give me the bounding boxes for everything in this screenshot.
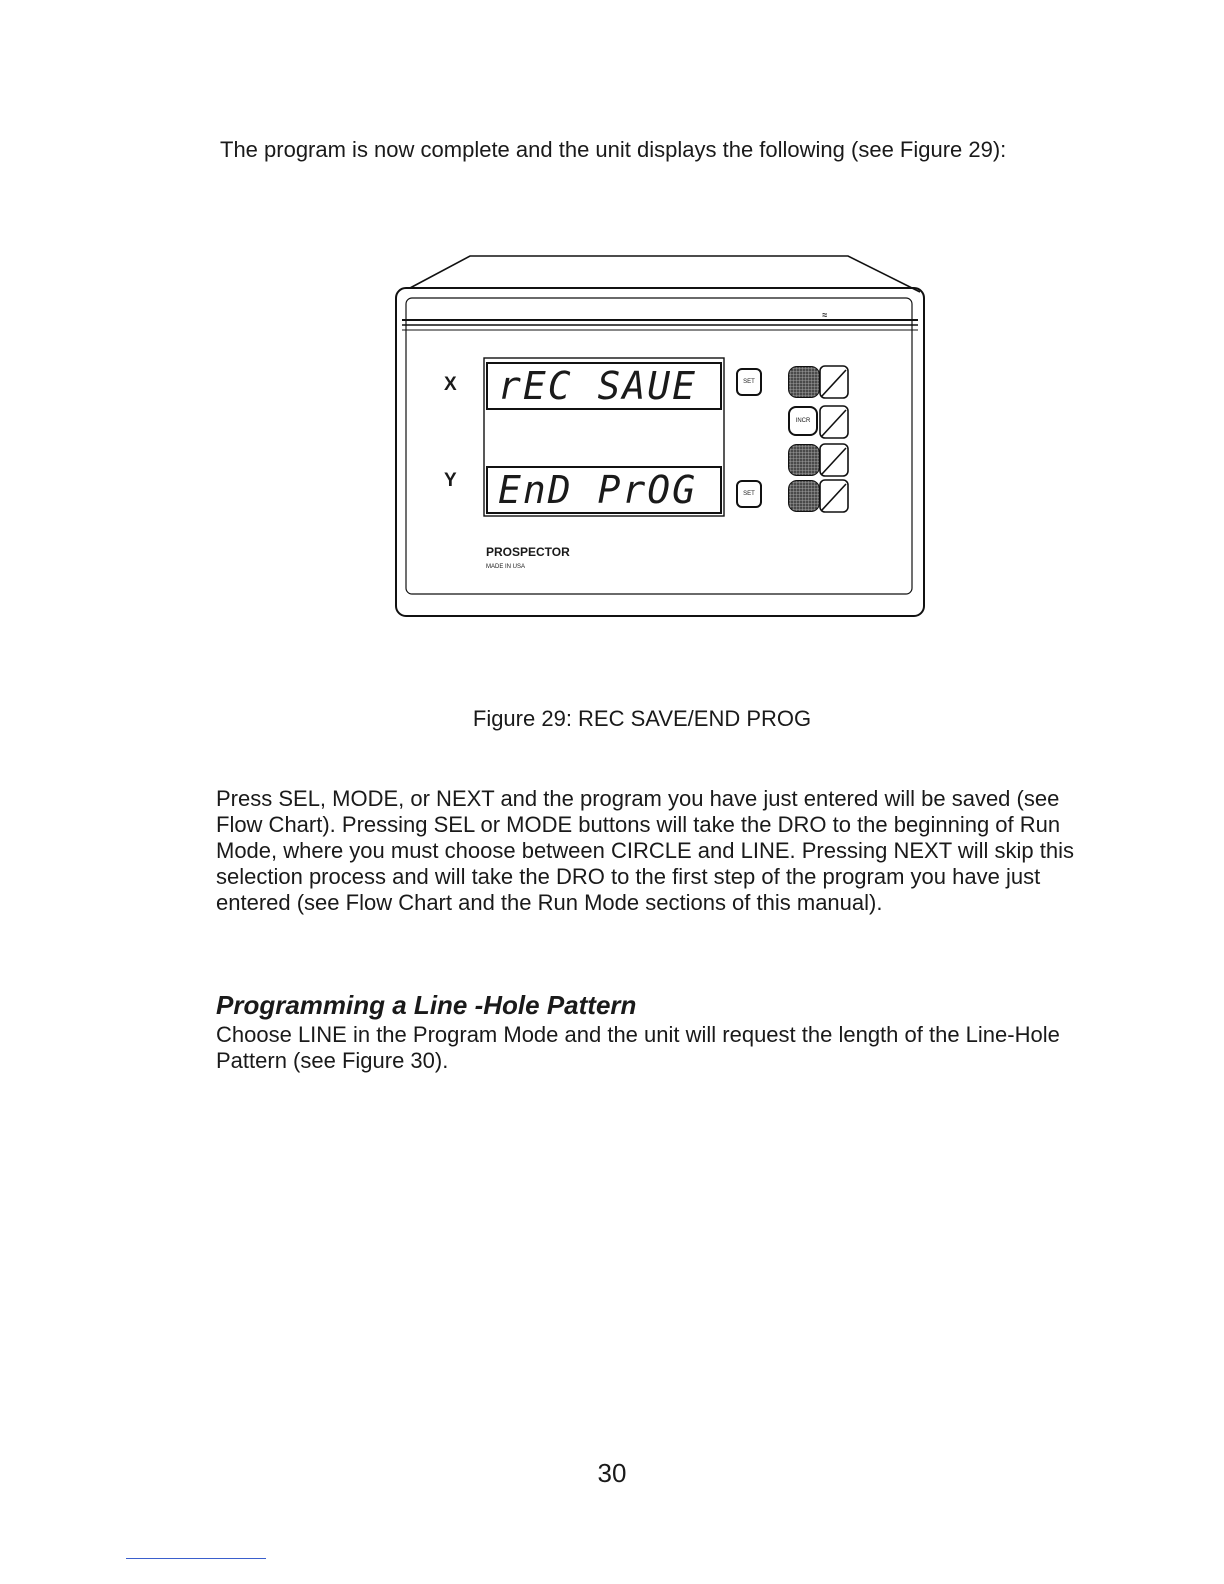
section-heading: Programming a Line -Hole Pattern	[216, 990, 637, 1020]
function-button[interactable]	[788, 444, 820, 476]
next-button[interactable]	[788, 480, 820, 512]
x-display: rEC SAUE	[486, 362, 722, 410]
select-button[interactable]	[788, 366, 820, 398]
brand-name: PROSPECTOR	[486, 545, 570, 559]
figure-caption: Figure 29: REC SAVE/END PROG	[472, 706, 812, 731]
brand-logo: ≈	[822, 310, 827, 320]
intro-text: The program is now complete and the unit displays the following (see Figure 29):	[220, 137, 1007, 162]
page-number: 30	[597, 1458, 627, 1488]
made-in-label: MADE IN USA	[486, 564, 526, 570]
incr-button[interactable]: INCR	[788, 406, 818, 436]
y-set-button[interactable]: SET	[736, 480, 762, 508]
paragraph-save-program: Press SEL, MODE, or NEXT and the program you have just entered will be saved (see Flow Chart). Pressing SEL or MODE buttons will take the DRO to the beginning of Run Mode, where you must choose between CIRCLE and LINE. Pressing NEXT will skip this selection process and will take the DRO to the first step of the program you have just entered (see Flow Chart and the Run Mode sections of this manual).	[216, 786, 1074, 915]
x-axis-label: X	[444, 374, 457, 395]
dro-unit-figure	[380, 248, 940, 628]
x-set-button[interactable]: SET	[736, 368, 762, 396]
paragraph-line-hole: Choose LINE in the Program Mode and the unit will request the length of the Line-Hole Pattern (see Figure 30).	[216, 1022, 1060, 1073]
dro-unit-outline	[380, 248, 940, 628]
y-display: EnD PrOG	[486, 466, 722, 514]
corner-rule	[126, 1558, 266, 1559]
y-axis-label: Y	[444, 470, 457, 491]
